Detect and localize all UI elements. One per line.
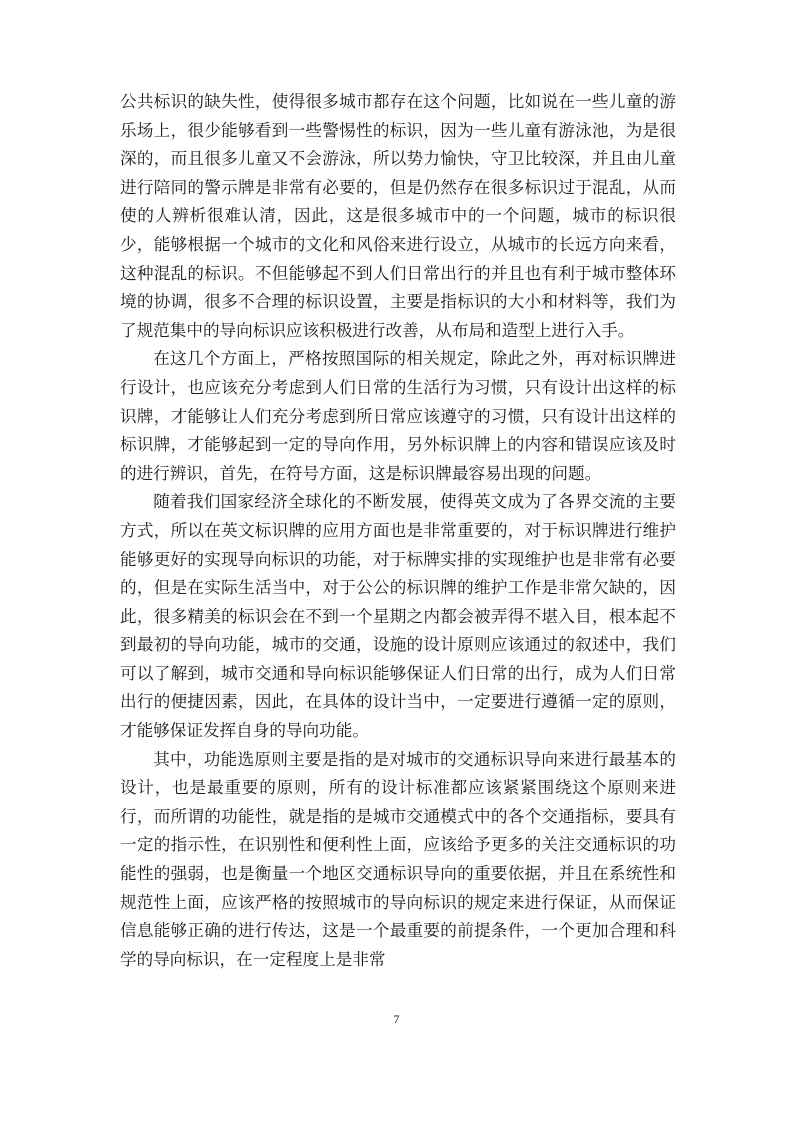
paragraph-3: 随着我们国家经济全球化的不断发展，使得英文成为了各界交流的主要方式，所以在英文标识牌的应用方面也是非常重要的，对于标识牌进行维护能够更好的实现导向标识的功能，对于标牌实排的实现维护也是非常有必要的，但是在实际生活当中，对于公公的标识牌的维护工作是非常欠缺的，因此，很多精美的标识会在不到一个星期之内都会被弄得不堪入目，根本起不到最初的导向功能，城市的交通，设施的设计原则应该通过的叙述中，我们可以了解到，城市交通和导向标识能够保证人们日常的出行，成为人们日常出行的便捷因素，因此，在具体的设计当中，一定要进行遵循一定的原则，才能够保证发挥自身的导向功能。 — [120, 492, 676, 741]
paragraph-1: 公共标识的缺失性，使得很多城市都存在这个问题，比如说在一些儿童的游乐场上，很少能够看到一些警惕性的标识，因为一些儿童有游泳池，为是很深的，而且很多儿童又不会游泳，所以势力愉快，守卫比较深，并且由儿童进行陪同的警示牌是非常有必要的，但是仍然存在很多标识过于混乱，从而使的人辨析很难认清，因此，这是很多城市中的一个问题，城市的标识很少，能够根据一个城市的文化和风俗来进行设立，从城市的长远方向来看，这种混乱的标识。不但能够起不到人们日常出行的并且也有利于城市整体环境的协调，很多不合理的标识设置，主要是指标识的大小和材料等，我们为了规范集中的导向标识应该积极进行改善，从布局和造型上进行入手。 — [120, 92, 676, 340]
paragraph-4: 其中，功能选原则主要是指的是对城市的交通标识导向来进行最基本的设计，也是最重要的原则，所有的设计标准都应该紧紧围绕这个原则来进行，而所谓的功能性，就是指的是城市交通模式中的各个交通指标，要具有一定的指示性，在识别性和便利性上面，应该给予更多的关注交通标识的功能性的强弱，也是衡量一个地区交通标识导向的重要依据，并且在系统性和规范性上面，应该严格的按照城市的导向标识的规定来进行保证，从而保证信息能够正确的进行传达，这是一个最重要的前提条件，一个更加合理和科学的导向标识，在一定程度上是非常 — [120, 749, 676, 969]
paragraph-2: 在这几个方面上，严格按照国际的相关规定，除此之外，再对标识牌进行设计，也应该充分考虑到人们日常的生活行为习惯，只有设计出这样的标识牌，才能够让人们充分考虑到所日常应该遵守的习惯，只有设计出这样的标识牌，才能够起到一定的导向作用，另外标识牌上的内容和错误应该及时的进行辨识，首先，在符号方面，这是标识牌最容易出现的问题。 — [120, 349, 676, 483]
body-text — [120, 88, 676, 974]
page-number: 7 — [393, 1012, 400, 1026]
